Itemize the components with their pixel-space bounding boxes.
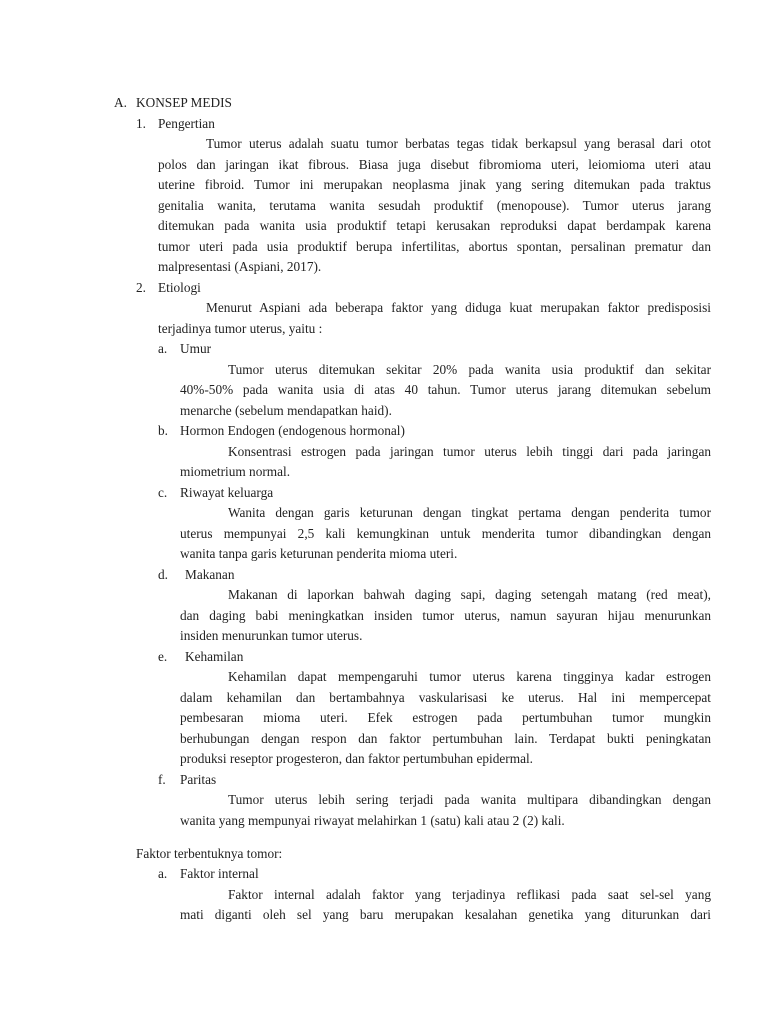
paragraph-line: Makanan di laporkan bahwah daging sapi, daging setengah matang (red meat), [228,587,711,602]
paragraph-line: terjadinya tumor uterus, yaitu : [158,321,323,336]
subsection-title: Etiologi [158,280,201,295]
paragraph-line: pembesaran mioma uteri. Efek estrogen pada pertumbuhan tumor mungkin [180,710,711,725]
paragraph-line: Konsentrasi estrogen pada jaringan tumor uterus lebih tinggi dari pada jaringan [228,444,711,459]
list-item-title: Paritas [180,772,217,787]
paragraph-line: dalam kehamilan dan bertambahnya vaskularisasi ke uterus. Hal ini mempercepat [180,690,711,705]
paragraph-line: Kehamilan dapat mempengaruhi tumor uterus karena tingginya kadar estrogen [228,669,711,684]
paragraph-line: malpresentasi (Aspiani, 2017). [158,259,322,274]
list-item-title: Umur [180,341,212,356]
paragraph-line: polos dan jaringan ikat fibrous. Biasa juga disebut fibromioma uteri, leiomioma uteri atau [158,157,711,172]
list-item-marker: a. [158,866,168,881]
paragraph-line: Faktor internal adalah faktor yang terjadinya reflikasi pada saat sel-sel yang [228,887,711,902]
paragraph-line: genitalia wanita, terutama wanita sesudah produktif (menopouse). Tumor uterus jarang [158,198,711,213]
paragraph-line: Wanita dengan garis keturunan dengan tingkat pertama dengan penderita tumor [228,505,711,520]
list-item-marker: e. [158,649,168,664]
subsection-marker: 2. [136,280,146,295]
list-item-title: Faktor internal [180,866,259,881]
paragraph-line: uterine fibroid. Tumor ini merupakan neoplasma jinak yang sering ditemukan pada traktus [158,177,711,192]
paragraph-line: ditemukan pada wanita usia produktif tetapi kerusakan reproduksi dapat berdampak karena [158,218,711,233]
paragraph-line: Tumor uterus adalah suatu tumor berbatas tegas tidak berkapsul yang berasal dari otot [206,136,711,151]
paragraph-line: berhubungan dengan respon dan faktor pertumbuhan lain. Terdapat bukti peningkatan [180,731,711,746]
paragraph-line: miometrium normal. [180,464,291,479]
paragraph-line: insiden menurunkan tumor uterus. [180,628,363,643]
list-item-marker: c. [158,485,168,500]
paragraph-line: Tumor uterus lebih sering terjadi pada wanita multipara dibandingkan dengan [228,792,711,807]
list-item-marker: f. [158,772,166,787]
list-item-title: Kehamilan [185,649,244,664]
list-item-marker: d. [158,567,168,582]
paragraph-line: Menurut Aspiani ada beberapa faktor yang diduga kuat merupakan faktor predisposisi [206,300,711,315]
subsection-title: Pengertian [158,116,215,131]
section-marker: A. [114,95,127,110]
paragraph-line: tumor uteri pada usia produktif berupa infertilitas, abortus spontan, persalinan prematur dan [158,239,711,254]
paragraph-line: 40%-50% pada wanita usia di atas 40 tahun. Tumor uterus jarang ditemukan sebelum [180,382,711,397]
faktor-heading: Faktor terbentuknya tomor: [136,846,283,861]
list-item-title: Hormon Endogen (endogenous hormonal) [180,423,405,438]
section-title: KONSEP MEDIS [136,95,232,110]
paragraph-line: Tumor uterus ditemukan sekitar 20% pada wanita usia produktif dan sekitar [228,362,711,377]
list-item-marker: a. [158,341,168,356]
paragraph-line: menarche (sebelum mendapatkan haid). [180,403,392,418]
list-item-marker: b. [158,423,168,438]
subsection-marker: 1. [136,116,146,131]
paragraph-line: mati diganti oleh sel yang baru merupakan kesalahan genetika yang diturunkan dari [180,907,711,922]
paragraph-line: wanita yang mempunyai riwayat melahirkan 1 (satu) kali atau 2 (2) kali. [180,813,565,828]
paragraph-line: uterus mempunyai 2,5 kali kemungkinan untuk menderita tumor dibandingkan dengan [180,526,711,541]
paragraph-line: produksi reseptor progesteron, dan faktor pertumbuhan epidermal. [180,751,533,766]
list-item-title: Riwayat keluarga [180,485,274,500]
list-item-title: Makanan [185,567,235,582]
paragraph-line: dan daging babi meningkatkan insiden tumor uterus, namun sayuran hijau menurunkan [180,608,711,623]
paragraph-line: wanita tanpa garis keturunan penderita mioma uteri. [180,546,458,561]
